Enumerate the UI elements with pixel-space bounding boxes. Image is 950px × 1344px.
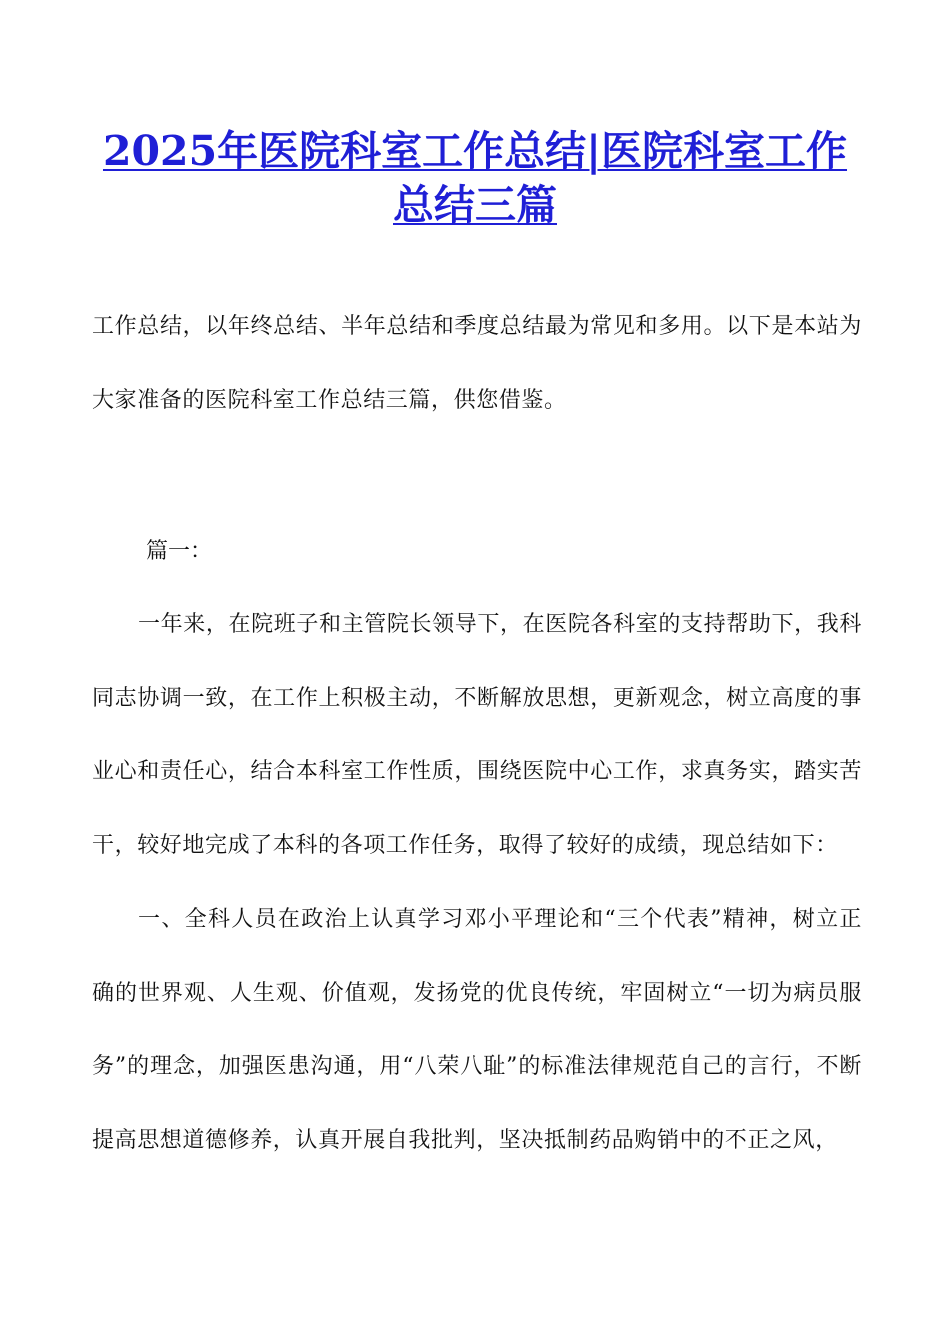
intro-paragraph: 工作总结，以年终总结、半年总结和季度总结最为常见和多用。以下是本站为大家准备的医院科室工作总结三篇，供您借鉴。 [92, 314, 862, 413]
body-paragraph-1: 一年来，在院班子和主管院长领导下，在医院各科室的支持帮助下，我科同志协调一致，在工作上积极主动，不断解放思想，更新观念，树立高度的事业心和责任心，结合本科室工作性质，围绕医院中心工作，求真务实，踏实苦干，较好地完成了本科的各项工作任务，取得了较好的成绩，现总结如下： [92, 612, 862, 858]
section-heading: 篇一： [146, 539, 213, 564]
document-title-link[interactable]: 2025年医院科室工作总结|医院科室工作总结三篇 [102, 127, 848, 229]
body-paragraph-2: 一、全科人员在政治上认真学习邓小平理论和“三个代表”精神，树立正确的世界观、人生观、价值观，发扬党的优良传统，牢固树立“一切为病员服务”的理念，加强医患沟通，用“八荣八耻”的标准法律规范自己的言行，不断提高思想道德修养，认真开展自我批判，坚决抵制药品购销中的不正之风， [92, 907, 862, 1153]
